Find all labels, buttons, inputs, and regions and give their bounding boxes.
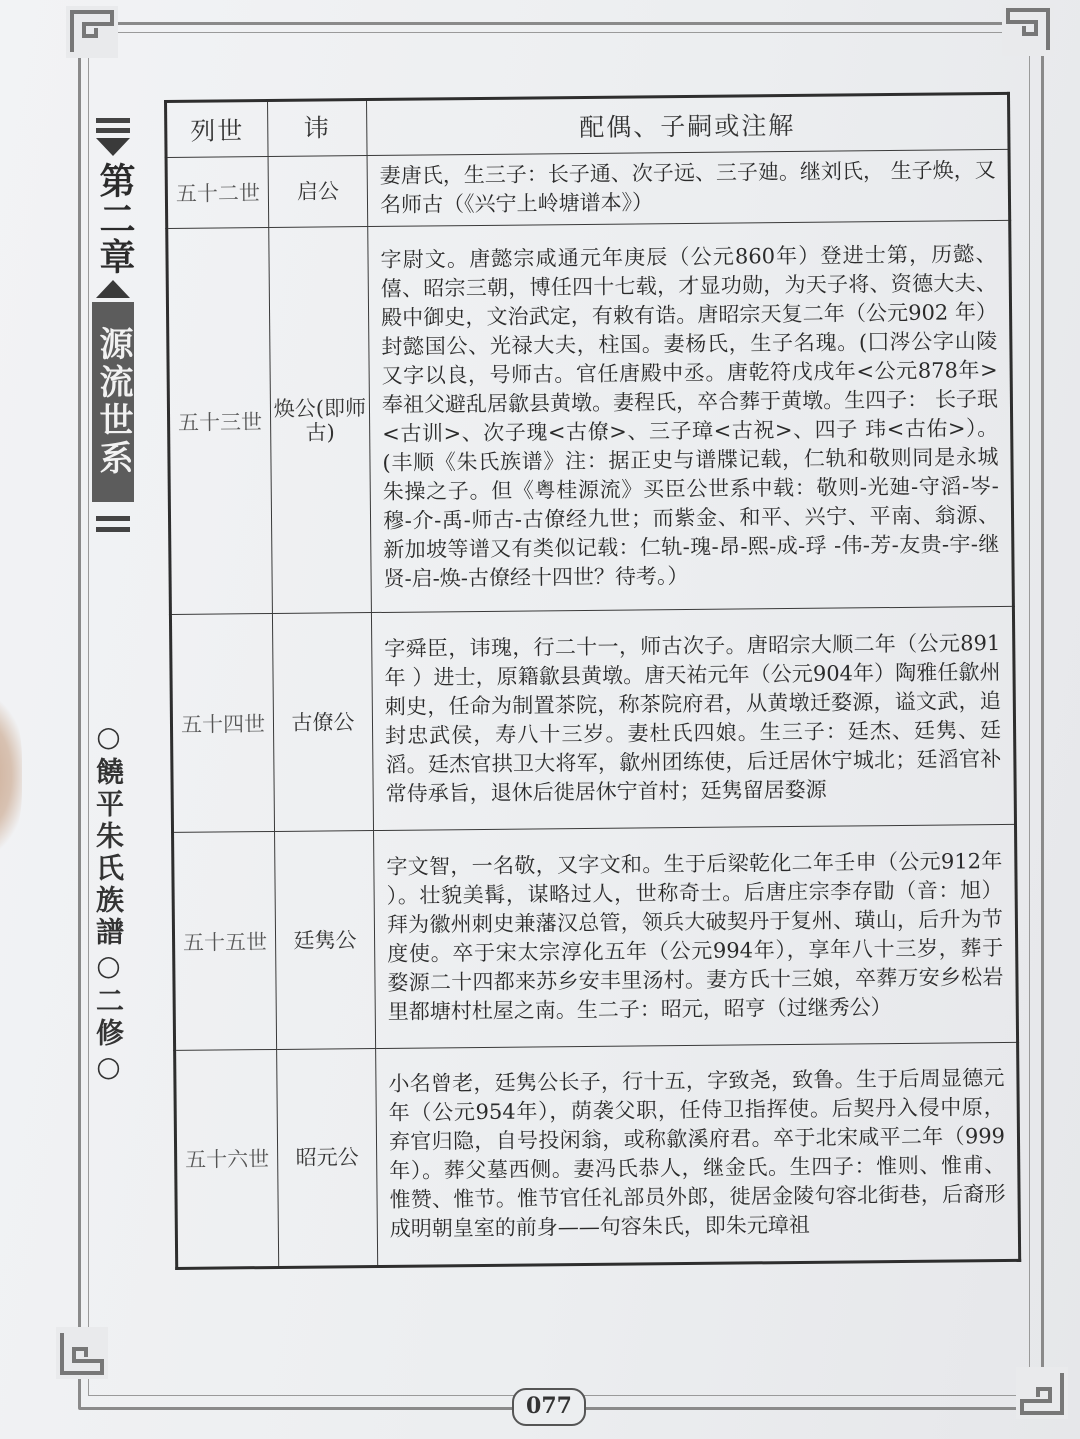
corner-ornament-icon: [56, 1327, 108, 1379]
name-cell: 古僚公: [272, 613, 373, 832]
name-cell: 廷隽公: [275, 831, 376, 1050]
table-header-row: [166, 93, 1009, 157]
table-row: [173, 824, 1018, 1050]
name-cell: 昭元公: [277, 1049, 378, 1268]
header-generation: 列世: [166, 101, 269, 158]
note-cell: 小名曾老，廷隽公长子，行十五，字致尧，致鲁。生于后周显德元年（公元954年），荫袭父职，任侍卫指挥使。后契丹入侵中原，弃官归隐，自号投闲翁，或称歙溪府君。卒于北宋咸平二年（999年）。葬父墓西侧。妻冯氏恭人，继金氏。生四子：惟则、惟甫、惟赞、惟节。惟节官任礼部员外郎，徙居金陵句容北街巷，后裔形成明朝皇室的前身——句容朱氏，即朱元璋祖: [376, 1042, 1020, 1266]
note-cell: 字舜臣，讳瑰，行二十一，师古次子。唐昭宗大顺二年（公元891年 ）进士，原籍歙县黄墩。唐天祐元年（公元904年）陶雅任歙州刺史，任命为制置茶院，称茶院府君，从黄墩迁婺源，谥文武，追封忠武侯，寿八十三岁。妻杜氏四娘。生三子：廷杰、廷隽、廷滔。廷杰官拱卫大将军，歙州团练使，后迁居休宁城北；廷滔官补常侍承旨，退休后徙居休宁首村；廷隽留居婺源: [371, 606, 1015, 830]
generation-cell: 五十三世: [167, 228, 273, 615]
section-label: 源流世系: [92, 302, 134, 502]
generation-cell: 五十五世: [173, 831, 277, 1050]
decor-bars: [96, 516, 130, 532]
note-cell: 字文智，一名敬，又字文和。生于后梁乾化二年壬申（公元912年 ）。壮貌美髯，谋略过人，世称奇士。后唐庄宗李存勖（音：旭）拜为徽州刺史兼藩汉总管，领兵大破契丹于复州、璜山，后升为节度使。卒于宋太宗淳化五年（公元994年），享年八十三岁，葬于婺源二十四都来苏乡安丰里汤村。妻方氏十三娘，卒葬万安乡松岩里都塘村杜屋之南。生二子：昭元，昭亨（过继秀公）: [374, 824, 1018, 1048]
decor-bars: [96, 118, 130, 133]
table-row: [175, 1042, 1020, 1268]
arrow-up-icon: [96, 280, 130, 298]
table-row: [166, 149, 1010, 228]
note-cell: 妻唐氏，生三子：长子通、次子远、三子廸。继刘氏， 生子焕，又名师古（《兴宁上岭塘谱本》）: [367, 149, 1010, 226]
side-chapter-strip: [92, 118, 136, 538]
generation-cell: 五十四世: [170, 613, 274, 832]
table-row: [167, 220, 1014, 614]
name-cell: 启公: [268, 156, 368, 228]
corner-ornament-icon: [1016, 1367, 1068, 1419]
family-book-title: ○饒平朱氏族譜○二修○: [92, 720, 125, 1087]
note-cell: 字尉文。唐懿宗咸通元年庚辰（公元860年）登进士第，历懿、僖、昭宗三朝，博任四十七载，才显功勋，为天子将、资德大夫、殿中御史，文治武定，有敕有诰。唐昭宗天复二年（公元902 年） 封懿国公、光禄大夫，柱国。妻杨氏，生子名瑰。(囗涔公字山陵又字以良，号师古。官任唐殿中丞。唐乾符戊戌年<公元878年>奉祖父避乱居歙县黄墩。妻程氏，卒合葬于黄墩。生四子： 长子珉<古训>、次子瑰<古僚>、三子璋<古祝>、四子 玮<古佑>）。(丰顺《朱氏族谱》注：据正史与谱牒记载，仁轨和敬则同是永城朱操之子。但《粤桂源流》买臣公世系中载：敬则-光廸-守滔-岑-穆-介-禹-师古-古僚经九世；而紫金、和平、兴宁、平南、翁源、新加坡等谱又有类似记载：仁轨-瑰-昂-熙-成-琈 -伟-芳-友贵-宇-继贤-启-焕-古僚经十四世？待考。）: [368, 220, 1014, 612]
generation-cell: 五十六世: [175, 1049, 279, 1268]
chapter-label: 第二章: [94, 162, 136, 276]
header-note: 配偶、子嗣或注解: [367, 93, 1010, 155]
name-cell: 焕公(即师古): [269, 227, 372, 614]
corner-ornament-icon: [1002, 4, 1054, 56]
table-row: [170, 606, 1015, 832]
generation-cell: 五十二世: [166, 157, 269, 229]
arrow-down-icon: [96, 138, 130, 156]
thumb-edge: [0, 700, 22, 850]
page-number: 077: [512, 1388, 586, 1426]
corner-ornament-icon: [66, 6, 118, 58]
header-name: 讳: [268, 100, 368, 157]
genealogy-table: [164, 92, 1021, 1270]
